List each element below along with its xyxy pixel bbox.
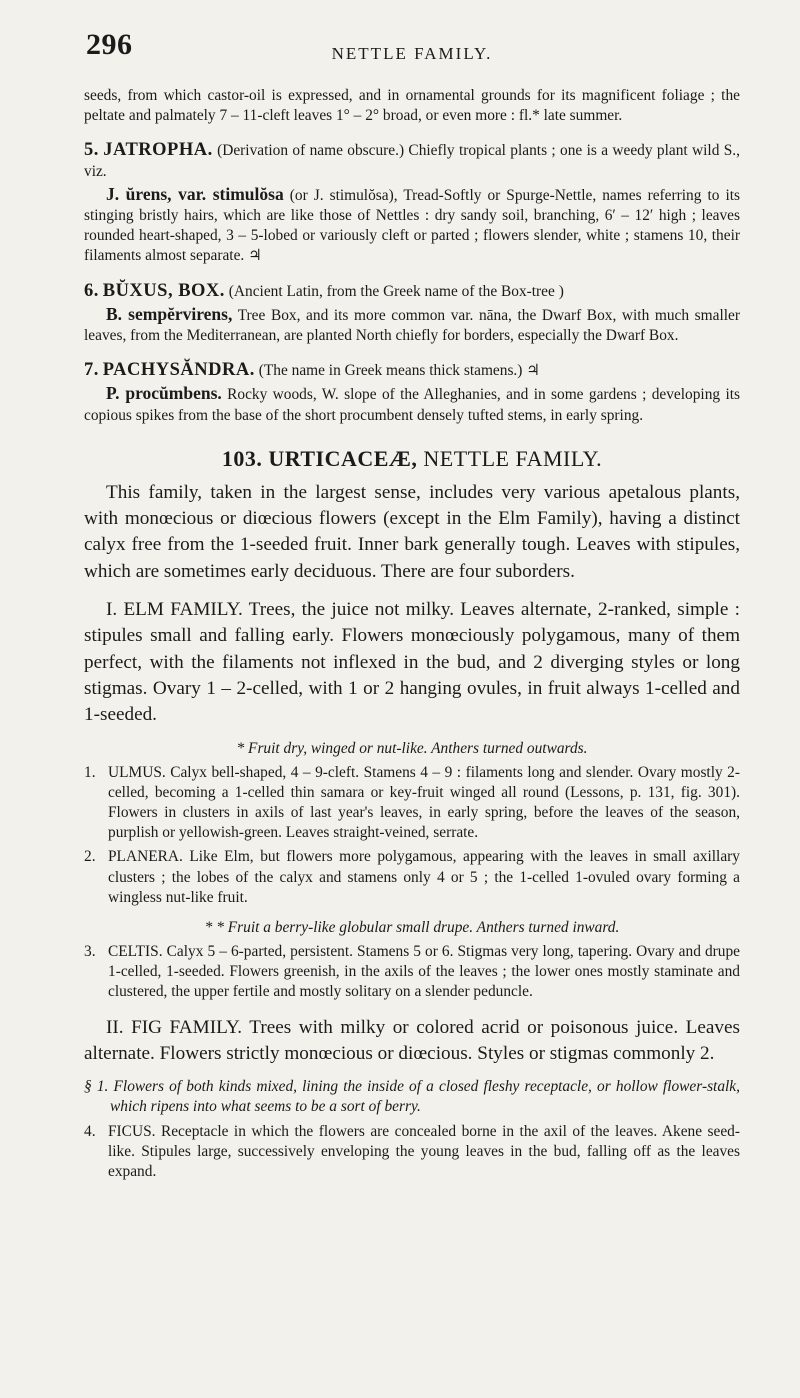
genus-entry-ficus (84, 1122, 740, 1183)
running-head (84, 0, 740, 86)
suborder-description: Trees with milky or colored acrid or poisonous juice. Leaves alternate. Flowers strictly monœcious or diœcious. Styles or stigmas commonly 2. (84, 1016, 740, 1064)
species-name: J. ŭrens, var. stimulŏsa (106, 183, 284, 204)
genus-entry-celtis (84, 942, 740, 1003)
intro-paragraph: seeds, from which castor-oil is expressed, and in ornamental grounds for its magnificent foliage ; the peltate and palmately 7 – 11-cleft leaves 1° – 2° broad, or even more : fl.* late summer. (84, 87, 740, 125)
entry-derivation: (Derivation of name obscure.) Chiefly tropical plants ; one is a weedy plant wild S., viz. (84, 142, 740, 180)
entry-derivation: (The name in Greek means thick stamens.) ♃ (258, 362, 541, 380)
genus-number: 4. (84, 1122, 96, 1140)
genus-entry-ulmus (84, 763, 740, 844)
suborder-fig-family (84, 1015, 740, 1068)
species-description: Rocky woods, W. slope of the Alleghanies, and in some gardens ; developing its copious spikes from the base of the short procumbent densely tufted stems, in early spring. (84, 386, 740, 424)
family-latin-name: URTICACEÆ, (268, 445, 418, 471)
entry-number: 6. (84, 280, 99, 301)
entry-genus-name: JATROPHA. (103, 140, 213, 161)
family-number: 103. (221, 445, 263, 471)
section-mark: § 1. Flowers of both kinds mixed, lining the inside of a closed fleshy receptacle, or hollow flower-stalk, which ripens into what seems to be a sort of berry. (84, 1078, 740, 1116)
running-title: NETTLE FAMILY. (331, 44, 493, 63)
suborder-heading: II. FIG FAMILY. (106, 1016, 243, 1038)
genus-description: FICUS. Receptacle in which the flowers are concealed borne in the axil of the leaves. Akene seed-like. Stipules large, successively enveloping the young leaves in the bud, falling off as the leaves expand. (108, 1122, 740, 1180)
section-mark: * * Fruit a berry-like globular small drupe. Anthers turned inward. (204, 918, 620, 936)
species-description: (or J. stimulŏsa), Tread-Softly or Spurge-Nettle, names referring to its stinging bristly hairs, which are like those of Nettles : dry sandy soil, branching, 6′ – 12′ high ; leaves rounded heart-shaped, 3 – 5-lobed or variously cleft or parted ; flowers slender, white ; stamens 10, their filaments almost separate. ♃ (84, 186, 740, 265)
entry-jatropha (84, 140, 740, 266)
section-mark: * Fruit dry, winged or nut-like. Anthers turned outwards. (236, 739, 588, 757)
entry-derivation: (Ancient Latin, from the Greek name of the Box-tree ) (228, 282, 564, 300)
suborder-elm-family (84, 597, 740, 728)
species-name: P. procŭmbens. (106, 383, 222, 404)
family-description: This family, taken in the largest sense, includes very various apetalous plants, with monœcious or diœcious flowers (except in the Elm Family), having a distinct calyx free from the 1-seeded fruit. Inner bark generally tough. Leaves with stipules, which are sometimes early deciduous. There are four suborders. (84, 481, 740, 582)
genus-description: PLANERA. Like Elm, but flowers more polygamous, appearing with the leaves in small axillary clusters ; the lobes of the calyx and stamens only 4 or 5 ; the 1-celled 1-ovuled ovary forming a wingless nut-like fruit. (108, 848, 740, 906)
genus-entry-planera (84, 847, 740, 908)
entry-pachysandra (84, 360, 740, 426)
entry-buxus (84, 281, 740, 347)
genus-number: 2. (84, 848, 96, 866)
species-name: B. sempĕrvirens, (106, 303, 233, 324)
entry-number: 7. (84, 360, 99, 381)
page-number: 296 (86, 28, 133, 61)
genus-number: 1. (84, 763, 96, 781)
species-description: Tree Box, and its more common var. nāna, the Dwarf Box, with much smaller leaves, from the Mediterranean, are planted North chiefly for borders, especially the Dwarf Box. (84, 306, 740, 345)
genus-description: CELTIS. Calyx 5 – 6-parted, persistent. Stamens 5 or 6. Stigmas very long, tapering. Ovary and drupe 1-celled, 1-seeded. Flowers greenish, in the axils of the leaves ; the lower ones mostly staminate and clustered, the upper fertile and mostly solitary on a slender peduncle. (108, 942, 740, 1001)
genus-number: 3. (84, 942, 96, 960)
entry-number: 5. (84, 140, 99, 161)
entry-genus-name: PACHYSĂNDRA. (102, 360, 255, 381)
suborder-description: Trees, the juice not milky. Leaves alternate, 2-ranked, simple : stipules small and falling early. Flowers monœciously polygamous, many of them perfect, with the filaments not inflexed in the bud, and 2 diverging styles or long stigmas. Ovary 1 – 2-celled, with 1 or 2 hanging ovules, in fruit always 1-celled and 1-seeded. (84, 599, 741, 726)
genus-description: ULMUS. Calyx bell-shaped, 4 – 9-cleft. Stamens 4 – 9 : filaments long and slender. Ovary mostly 2-celled, becoming a 1-celled thin samara or key-fruit winged all round (Lessons, p. 131, fig. 301). Flowers in clusters in axils of last year's leaves, in early spring, before the leaves of the season, purplish or yellowish-green. Leaves straight-veined, serrate. (108, 763, 740, 842)
family-english-name: NETTLE FAMILY. (423, 445, 603, 471)
suborder-heading: I. ELM FAMILY. (106, 599, 243, 621)
family-heading (84, 446, 740, 472)
entry-genus-name: BŬXUS, BOX. (102, 280, 225, 301)
